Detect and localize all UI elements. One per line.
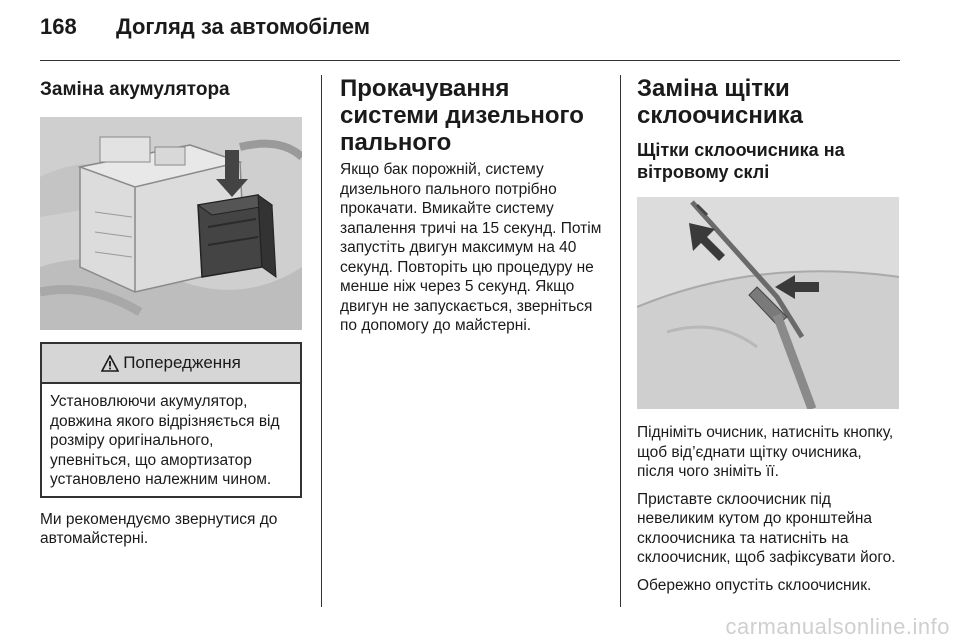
battery-figure bbox=[40, 117, 302, 330]
wiper-step-1: Підніміть очисник, натисніть кнопку, щоб від’єднати щітку очисника, після чого зніміть її. bbox=[637, 424, 894, 480]
fuel-body: Якщо бак порожній, систему дизельного пального потрібно прокачати. Вмикайте систему запалення тричі на 15 секунд. Потім запустіть двигун максимум на 40 секунд. Повторіть цю процедуру не менше ніж через 5 секунд. Якщо двигун не запускається, зверніться по допомогу до майстерні. bbox=[340, 161, 602, 334]
warning-box bbox=[40, 342, 302, 498]
fuel-heading: Прокачування системи дизельного пального bbox=[340, 75, 584, 156]
column-divider-left bbox=[321, 75, 322, 607]
battery-section bbox=[40, 75, 302, 549]
wiper-section bbox=[637, 75, 899, 595]
battery-heading: Заміна акумулятора bbox=[40, 79, 230, 100]
wiper-step-3: Обережно опустіть склоочисник. bbox=[637, 576, 872, 594]
warning-label: Попередження bbox=[123, 353, 241, 372]
wiper-illustration bbox=[637, 197, 899, 409]
page-title: Догляд за автомобілем bbox=[116, 14, 371, 39]
wiper-heading: Заміна щітки склоочисника bbox=[637, 75, 803, 129]
warning-header bbox=[42, 344, 300, 384]
battery-illustration bbox=[40, 117, 302, 330]
column-divider-right bbox=[620, 75, 621, 607]
header-divider bbox=[40, 60, 900, 61]
watermark: carmanualsonline.info bbox=[725, 614, 950, 639]
warning-text: Установлюючи акумулятор, довжина якого відрізняється від розміру оригінального, упевніться, що амортизатор установлено належним чином. bbox=[50, 393, 280, 488]
fuel-section bbox=[340, 75, 602, 336]
wiper-step-2: Приставте склоочисник під невеликим кутом до кронштейна склоочисника та натисніть на склоочисник, щоб зафіксувати його. bbox=[637, 490, 896, 566]
wiper-figure bbox=[637, 197, 899, 409]
battery-advice: Ми рекомендуємо звернутися до автомайстерні. bbox=[40, 510, 278, 547]
warning-triangle-icon bbox=[101, 355, 119, 372]
page-number: 168 bbox=[40, 14, 77, 39]
wiper-subheading: Щітки склоочисника на вітровому склі bbox=[637, 140, 845, 182]
